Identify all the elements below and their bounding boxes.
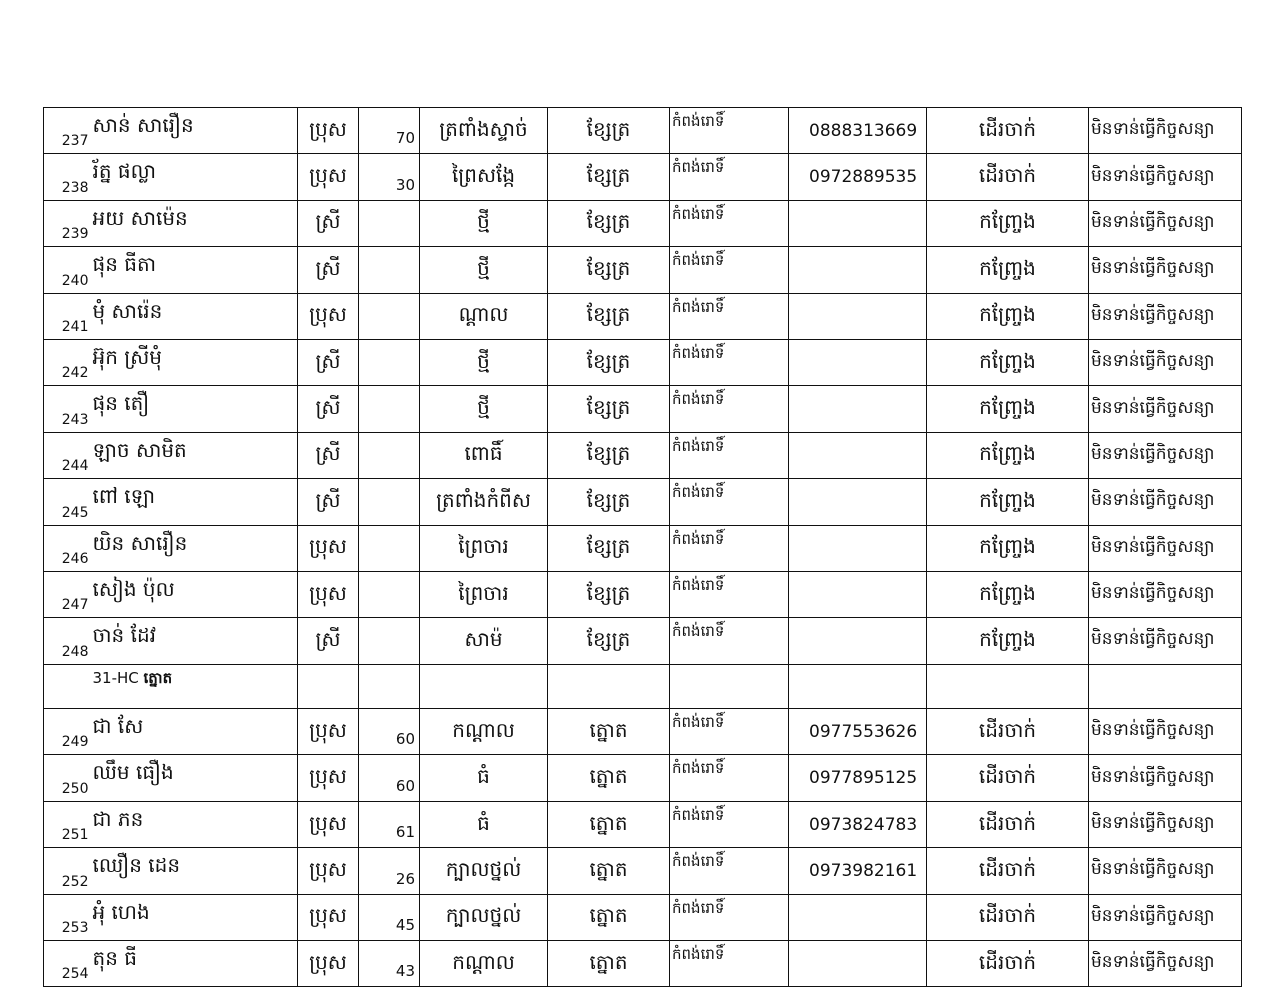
phone-number-cell: [789, 293, 927, 339]
sex-cell: ស្រី: [298, 479, 359, 525]
age-cell: 26: [359, 848, 420, 894]
person-name-cell: សាន់ សារឿន: [91, 108, 298, 154]
table-row: [44, 247, 1242, 293]
district-cell: កំពង់រោទិ៍: [670, 200, 789, 246]
commune-cell: ខ្សែត្រ: [548, 386, 670, 432]
person-name-cell: អ៊ុក ស្រីមុំ: [91, 339, 298, 385]
sex-cell: ប្រុស: [298, 848, 359, 894]
remark-cell: មិនទាន់ធ្វើកិច្ចសន្យា: [1089, 618, 1242, 664]
person-name-cell: ចាន់ ដែវ: [91, 618, 298, 664]
age-cell: [359, 386, 420, 432]
sex-cell: ប្រុស: [298, 709, 359, 755]
commune-cell: ខ្សែត្រ: [548, 108, 670, 154]
status-cell: កញ្ច្រែង: [927, 571, 1089, 617]
district-cell: កំពង់រោទិ៍: [670, 386, 789, 432]
row-number-cell: 249: [44, 709, 91, 755]
phone-number-cell: [789, 247, 927, 293]
district-cell: កំពង់រោទិ៍: [670, 709, 789, 755]
remark-cell: មិនទាន់ធ្វើកិច្ចសន្យា: [1089, 941, 1242, 987]
status-cell: កញ្ច្រែង: [927, 432, 1089, 478]
status-cell: កញ្ច្រែង: [927, 525, 1089, 571]
table-row: [44, 479, 1242, 525]
village-cell: ធំ: [420, 801, 548, 847]
status-cell: កញ្ច្រែង: [927, 479, 1089, 525]
village-cell: ត្រពាំងកំពីស: [420, 479, 548, 525]
group-header-cell: [1089, 664, 1242, 708]
age-cell: 43: [359, 941, 420, 987]
village-cell: ក្បាលថ្នល់: [420, 848, 548, 894]
district-cell: កំពង់រោទិ៍: [670, 848, 789, 894]
status-cell: ដើរចាក់: [927, 154, 1089, 200]
age-cell: [359, 432, 420, 478]
commune-cell: ខ្សែត្រ: [548, 618, 670, 664]
person-name-cell: ជា សែ: [91, 709, 298, 755]
commune-cell: ត្នោត: [548, 848, 670, 894]
village-cell: ត្រពាំងស្ទាច់: [420, 108, 548, 154]
person-name-cell: ផុន តឿ: [91, 386, 298, 432]
age-cell: 45: [359, 894, 420, 940]
remark-cell: មិនទាន់ធ្វើកិច្ចសន្យា: [1089, 247, 1242, 293]
commune-cell: ត្នោត: [548, 755, 670, 801]
sex-cell: ប្រុស: [298, 525, 359, 571]
roster-table: [43, 107, 1242, 987]
commune-cell: ត្នោត: [548, 894, 670, 940]
age-cell: [359, 293, 420, 339]
table-body-part1: [44, 108, 1242, 665]
sex-cell: ប្រុស: [298, 571, 359, 617]
village-cell: ថ្មី: [420, 386, 548, 432]
table-row: [44, 386, 1242, 432]
remark-cell: មិនទាន់ធ្វើកិច្ចសន្យា: [1089, 200, 1242, 246]
remark-cell: មិនទាន់ធ្វើកិច្ចសន្យា: [1089, 479, 1242, 525]
table-row: [44, 755, 1242, 801]
remark-cell: មិនទាន់ធ្វើកិច្ចសន្យា: [1089, 432, 1242, 478]
row-number-cell: 241: [44, 293, 91, 339]
sex-cell: ស្រី: [298, 339, 359, 385]
person-name-cell: តុន ធី: [91, 941, 298, 987]
district-cell: កំពង់រោទិ៍: [670, 618, 789, 664]
village-cell: កណ្តាល: [420, 941, 548, 987]
row-number-cell: 252: [44, 848, 91, 894]
group-header-cell: [298, 664, 359, 708]
sex-cell: ប្រុស: [298, 894, 359, 940]
status-cell: ដើរចាក់: [927, 108, 1089, 154]
village-cell: ព្រៃសង្កែ: [420, 154, 548, 200]
commune-cell: ខ្សែត្រ: [548, 339, 670, 385]
age-cell: 30: [359, 154, 420, 200]
phone-number-cell: [789, 894, 927, 940]
person-name-cell: ផុន ធីតា: [91, 247, 298, 293]
row-number-cell: 246: [44, 525, 91, 571]
phone-number-cell: [789, 432, 927, 478]
age-cell: 70: [359, 108, 420, 154]
row-number-cell: 244: [44, 432, 91, 478]
person-name-cell: ជា ភន: [91, 801, 298, 847]
age-cell: [359, 339, 420, 385]
sex-cell: ស្រី: [298, 200, 359, 246]
status-cell: កញ្ច្រែង: [927, 618, 1089, 664]
sex-cell: ប្រុស: [298, 801, 359, 847]
commune-cell: ខ្សែត្រ: [548, 525, 670, 571]
commune-cell: ខ្សែត្រ: [548, 154, 670, 200]
row-number-cell: 243: [44, 386, 91, 432]
remark-cell: មិនទាន់ធ្វើកិច្ចសន្យា: [1089, 293, 1242, 339]
phone-number-cell: [789, 571, 927, 617]
group-header-label: [91, 664, 298, 708]
remark-cell: មិនទាន់ធ្វើកិច្ចសន្យា: [1089, 709, 1242, 755]
remark-cell: មិនទាន់ធ្វើកិច្ចសន្យា: [1089, 339, 1242, 385]
age-cell: [359, 200, 420, 246]
status-cell: ដើរចាក់: [927, 709, 1089, 755]
person-name-cell: ឡាច សាមិត: [91, 432, 298, 478]
person-name-cell: អុំ ហេង: [91, 894, 298, 940]
row-number-cell: 239: [44, 200, 91, 246]
district-cell: កំពង់រោទិ៍: [670, 108, 789, 154]
group-header-cell: [927, 664, 1089, 708]
village-cell: ក្បាលថ្នល់: [420, 894, 548, 940]
district-cell: កំពង់រោទិ៍: [670, 894, 789, 940]
remark-cell: មិនទាន់ធ្វើកិច្ចសន្យា: [1089, 755, 1242, 801]
row-number-cell: 251: [44, 801, 91, 847]
phone-number-cell: [789, 941, 927, 987]
person-name-cell: អយ សាម៉េន: [91, 200, 298, 246]
status-cell: កញ្ច្រែង: [927, 339, 1089, 385]
row-number-cell: 253: [44, 894, 91, 940]
commune-cell: ខ្សែត្រ: [548, 432, 670, 478]
person-name-cell: មុំ សារ៉េន: [91, 293, 298, 339]
phone-number-cell: 0972889535: [789, 154, 927, 200]
group-header-row: [44, 664, 1242, 708]
district-cell: កំពង់រោទិ៍: [670, 941, 789, 987]
group-name: ត្នោត: [143, 668, 173, 687]
phone-number-cell: [789, 386, 927, 432]
table-row: [44, 618, 1242, 664]
village-cell: ថ្មី: [420, 200, 548, 246]
table-body-part2: [44, 709, 1242, 987]
status-cell: ដើរចាក់: [927, 801, 1089, 847]
table-row: [44, 525, 1242, 571]
commune-cell: ខ្សែត្រ: [548, 247, 670, 293]
status-cell: កញ្ច្រែង: [927, 293, 1089, 339]
phone-number-cell: 0977895125: [789, 755, 927, 801]
commune-cell: ត្នោត: [548, 941, 670, 987]
village-cell: ធំ: [420, 755, 548, 801]
table-row: [44, 108, 1242, 154]
age-cell: [359, 525, 420, 571]
row-number-cell: 248: [44, 618, 91, 664]
sex-cell: ស្រី: [298, 247, 359, 293]
district-cell: កំពង់រោទិ៍: [670, 571, 789, 617]
district-cell: កំពង់រោទិ៍: [670, 154, 789, 200]
phone-number-cell: [789, 200, 927, 246]
phone-number-cell: [789, 339, 927, 385]
person-name-cell: ឈឿន ដេន: [91, 848, 298, 894]
table-row: [44, 432, 1242, 478]
status-cell: ដើរចាក់: [927, 894, 1089, 940]
sex-cell: ស្រី: [298, 618, 359, 664]
district-cell: កំពង់រោទិ៍: [670, 479, 789, 525]
age-cell: 61: [359, 801, 420, 847]
person-name-cell: សៀង ប៉ុល: [91, 571, 298, 617]
status-cell: ដើរចាក់: [927, 755, 1089, 801]
age-cell: 60: [359, 709, 420, 755]
age-cell: [359, 479, 420, 525]
group-header-num-cell: [44, 664, 91, 708]
group-header-section: [44, 664, 1242, 708]
table-row: [44, 293, 1242, 339]
status-cell: កញ្ច្រែង: [927, 386, 1089, 432]
remark-cell: មិនទាន់ធ្វើកិច្ចសន្យា: [1089, 525, 1242, 571]
remark-cell: មិនទាន់ធ្វើកិច្ចសន្យា: [1089, 386, 1242, 432]
age-cell: [359, 247, 420, 293]
row-number-cell: 242: [44, 339, 91, 385]
remark-cell: មិនទាន់ធ្វើកិច្ចសន្យា: [1089, 108, 1242, 154]
phone-number-cell: 0973982161: [789, 848, 927, 894]
group-header-cell: [420, 664, 548, 708]
table-row: [44, 154, 1242, 200]
group-header-cell: [789, 664, 927, 708]
group-code: 31-HC: [92, 668, 139, 687]
sex-cell: ស្រី: [298, 386, 359, 432]
status-cell: ដើរចាក់: [927, 848, 1089, 894]
row-number-cell: 237: [44, 108, 91, 154]
sex-cell: ប្រុស: [298, 154, 359, 200]
sex-cell: ស្រី: [298, 432, 359, 478]
commune-cell: ខ្សែត្រ: [548, 200, 670, 246]
remark-cell: មិនទាន់ធ្វើកិច្ចសន្យា: [1089, 848, 1242, 894]
village-cell: ណ្តាល: [420, 293, 548, 339]
remark-cell: មិនទាន់ធ្វើកិច្ចសន្យា: [1089, 571, 1242, 617]
commune-cell: ត្នោត: [548, 709, 670, 755]
age-cell: 60: [359, 755, 420, 801]
village-cell: កណ្តាល: [420, 709, 548, 755]
age-cell: [359, 571, 420, 617]
group-header-cell: [670, 664, 789, 708]
status-cell: កញ្ច្រែង: [927, 200, 1089, 246]
group-header-cell: [359, 664, 420, 708]
remark-cell: មិនទាន់ធ្វើកិច្ចសន្យា: [1089, 894, 1242, 940]
row-number-cell: 250: [44, 755, 91, 801]
status-cell: ដើរចាក់: [927, 941, 1089, 987]
phone-number-cell: [789, 525, 927, 571]
person-name-cell: ពៅ ឡេា: [91, 479, 298, 525]
phone-number-cell: 0977553626: [789, 709, 927, 755]
village-cell: ថ្មី: [420, 339, 548, 385]
remark-cell: មិនទាន់ធ្វើកិច្ចសន្យា: [1089, 154, 1242, 200]
district-cell: កំពង់រោទិ៍: [670, 525, 789, 571]
row-number-cell: 245: [44, 479, 91, 525]
table-row: [44, 200, 1242, 246]
age-cell: [359, 618, 420, 664]
row-number-cell: 254: [44, 941, 91, 987]
table-row: [44, 848, 1242, 894]
commune-cell: ខ្សែត្រ: [548, 293, 670, 339]
village-cell: ព្រៃចារ: [420, 571, 548, 617]
table-row: [44, 709, 1242, 755]
row-number-cell: 238: [44, 154, 91, 200]
sex-cell: ប្រុស: [298, 755, 359, 801]
village-cell: ព្រៃចារ: [420, 525, 548, 571]
village-cell: ថ្មី: [420, 247, 548, 293]
row-number-cell: 247: [44, 571, 91, 617]
person-name-cell: រ័ត្ន ផល្លា: [91, 154, 298, 200]
phone-number-cell: [789, 479, 927, 525]
table-row: [44, 571, 1242, 617]
status-cell: កញ្ច្រែង: [927, 247, 1089, 293]
sex-cell: ប្រុស: [298, 941, 359, 987]
district-cell: កំពង់រោទិ៍: [670, 432, 789, 478]
phone-number-cell: 0888313669: [789, 108, 927, 154]
village-cell: សាម៉: [420, 618, 548, 664]
district-cell: កំពង់រោទិ៍: [670, 755, 789, 801]
commune-cell: ខ្សែត្រ: [548, 479, 670, 525]
sex-cell: ប្រុស: [298, 293, 359, 339]
person-name-cell: ឈឹម ធឿង: [91, 755, 298, 801]
commune-cell: ត្នោត: [548, 801, 670, 847]
district-cell: កំពង់រោទិ៍: [670, 293, 789, 339]
table-row: [44, 894, 1242, 940]
group-header-cell: [548, 664, 670, 708]
table-row: [44, 801, 1242, 847]
sex-cell: ប្រុស: [298, 108, 359, 154]
phone-number-cell: 0973824783: [789, 801, 927, 847]
district-cell: កំពង់រោទិ៍: [670, 801, 789, 847]
phone-number-cell: [789, 618, 927, 664]
commune-cell: ខ្សែត្រ: [548, 571, 670, 617]
district-cell: កំពង់រោទិ៍: [670, 339, 789, 385]
person-name-cell: យិន សារឿន: [91, 525, 298, 571]
remark-cell: មិនទាន់ធ្វើកិច្ចសន្យា: [1089, 801, 1242, 847]
table-row: [44, 941, 1242, 987]
table-row: [44, 339, 1242, 385]
district-cell: កំពង់រោទិ៍: [670, 247, 789, 293]
village-cell: ពោធិ៍: [420, 432, 548, 478]
row-number-cell: 240: [44, 247, 91, 293]
